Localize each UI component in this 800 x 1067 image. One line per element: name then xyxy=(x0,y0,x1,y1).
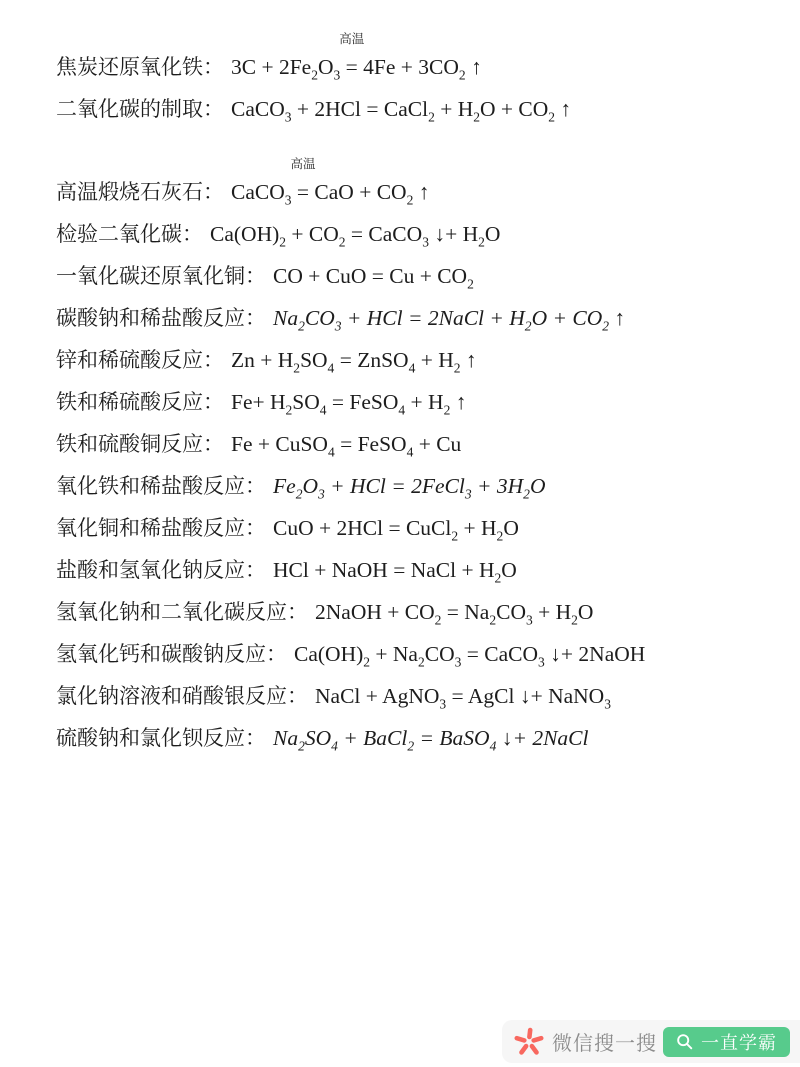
equals-with-condition: 高温 = xyxy=(290,156,316,204)
equation-name-label: 铁和稀硫酸反应： xyxy=(56,390,224,414)
search-account-button[interactable] xyxy=(663,1027,790,1057)
equation-name-label: 硫酸钠和氯化钡反应： xyxy=(56,726,266,750)
equation-formula: $Na_2CO_3$ + HCl = 2NaCl + $H_2O + CO_2$ ↑ xyxy=(273,306,626,334)
reaction-condition-label: 高温 xyxy=(339,31,365,46)
equation-row xyxy=(56,339,800,381)
search-icon xyxy=(676,1033,694,1051)
equation-row xyxy=(56,381,800,423)
subscript: 2 xyxy=(489,612,497,628)
equation-formula: HCl + NaOH = NaCl + $H_2O$ xyxy=(273,558,517,586)
subscript: 2 xyxy=(494,570,502,586)
subscript: 3 xyxy=(284,192,292,208)
subscript: 2 xyxy=(524,318,532,334)
equation-formula: $Ca(OH)_2 + Na_2CO_3$ = CaCO$_3$ ↓+ 2NaOH xyxy=(294,642,646,670)
equation-formula: $Fe_2O_3$ + HCl = 2FeCl$_3$ + $3H_2O$ xyxy=(273,474,546,502)
subscript: 3 xyxy=(317,486,325,502)
equation-name-label: 氧化铁和稀盐酸反应： xyxy=(56,474,266,498)
equation-row xyxy=(56,156,800,213)
subscript: 2 xyxy=(453,360,461,376)
wechat-search-watermark xyxy=(502,1020,800,1063)
equation-row xyxy=(56,31,800,88)
subscript: 2 xyxy=(295,486,303,502)
equation-name-label: 锌和稀硫酸反应： xyxy=(56,348,224,372)
subscript: 3 xyxy=(525,612,533,628)
equation-row xyxy=(56,675,800,717)
subscript: 2 xyxy=(298,318,305,334)
subscript: 3 xyxy=(464,486,472,502)
subscript: 4 xyxy=(327,360,335,376)
equation-row xyxy=(56,549,800,591)
subscript: 4 xyxy=(398,402,406,418)
subscript: 3 xyxy=(334,318,342,334)
equation-name-label: 检验二氧化碳： xyxy=(56,222,203,246)
subscript: 2 xyxy=(602,318,609,334)
equation-name-label: 碳酸钠和稀盐酸反应： xyxy=(56,306,266,330)
subscript: 2 xyxy=(285,402,293,418)
equation-row xyxy=(56,633,800,675)
subscript: 2 xyxy=(478,234,485,250)
subscript: 4 xyxy=(331,738,338,754)
subscript: 2 xyxy=(279,234,287,250)
equation-row xyxy=(56,465,800,507)
equation-row xyxy=(56,213,800,255)
subscript: 2 xyxy=(428,109,435,125)
subscript: 2 xyxy=(298,738,305,754)
subscript: 2 xyxy=(406,192,414,208)
subscript: 4 xyxy=(489,738,497,754)
subscript: 2 xyxy=(571,612,578,628)
subscript: 2 xyxy=(417,654,425,670)
subscript: 2 xyxy=(523,486,530,502)
equation-name-label: 高温煅烧石灰石： xyxy=(56,180,224,204)
equation-name-label: 盐酸和氢氧化钠反应： xyxy=(56,558,266,582)
subscript: 2 xyxy=(467,276,474,292)
spark-strokes xyxy=(517,1030,541,1052)
equation-name-label: 氢氧化钙和碳酸钠反应： xyxy=(56,642,287,666)
equals-with-condition: 高温 = xyxy=(339,31,365,79)
equation-formula: CuO + 2HCl = CuCl$_2$ + $H_2O$ xyxy=(273,516,519,544)
equation-formula: NaCl + AgNO$_3$ = AgCl ↓+ NaNO$_3$ xyxy=(315,684,611,712)
equation-row xyxy=(56,88,800,130)
subscript: 2 xyxy=(496,528,504,544)
equation-row xyxy=(56,255,800,297)
subscript: 2 xyxy=(451,528,459,544)
equation-name-label: 氯化钠溶液和硝酸银反应： xyxy=(56,684,308,708)
subscript: 3 xyxy=(439,696,447,712)
subscript: 4 xyxy=(406,444,414,460)
subscript: 3 xyxy=(422,234,429,250)
subscript: 2 xyxy=(434,612,442,628)
subscript: 2 xyxy=(311,67,318,83)
equation-row xyxy=(56,297,800,339)
equation-formula: $Ca(OH)_2 + CO_2$ = CaCO$_3$ ↓+ $H_2O$ xyxy=(210,222,501,250)
subscript: 3 xyxy=(284,109,292,125)
equation-name-label: 铁和硫酸铜反应： xyxy=(56,432,224,456)
equation-formula: $Fe+ H_2SO_4$ = FeSO$_4$ + $H_2$ ↑ xyxy=(231,390,467,418)
equation-formula: Fe + CuSO$_4$ = FeSO$_4$ + Cu xyxy=(231,432,462,460)
subscript: 2 xyxy=(458,67,466,83)
equation-formula: CO + CuO = $Cu + CO_2$ xyxy=(273,264,474,292)
souyisou-spark-icon xyxy=(514,1027,544,1057)
equation-row xyxy=(56,717,800,759)
equation-formula: $3C + 2Fe_2O_3$ 高温 = $4Fe + 3CO_2$ ↑ xyxy=(231,55,482,79)
equation-name-label: 氢氧化钠和二氧化碳反应： xyxy=(56,600,308,624)
equation-row xyxy=(56,423,800,465)
subscript: 2 xyxy=(363,654,371,670)
subscript: 2 xyxy=(548,109,556,125)
equation-name-label: 焦炭还原氧化铁： xyxy=(56,55,224,79)
equation-name-label: 二氧化碳的制取： xyxy=(56,97,224,121)
wechat-search-prompt: 微信搜一搜 xyxy=(552,1033,657,1055)
equation-row xyxy=(56,591,800,633)
subscript: 2 xyxy=(407,738,415,754)
equation-formula: 2NaOH + $CO_2 = Na_2CO_3 + H_2O$ xyxy=(315,600,594,628)
subscript: 2 xyxy=(443,402,451,418)
subscript: 3 xyxy=(454,654,462,670)
search-account-label: 一直学霸 xyxy=(701,1032,777,1053)
equation-formula: CaCO$_3$ 高温 = CaO + $CO_2$ ↑ xyxy=(231,180,429,204)
subscript: 4 xyxy=(408,360,416,376)
equation-name-label: 氧化铜和稀盐酸反应： xyxy=(56,516,266,540)
subscript: 2 xyxy=(293,360,301,376)
subscript: 2 xyxy=(338,234,346,250)
subscript: 3 xyxy=(538,654,545,670)
equation-formula: $Na_2SO_4$ + BaCl$_2$ = BaSO$_4$ ↓+ 2NaCl xyxy=(273,726,589,754)
equation-formula: CaCO$_3$ + 2HCl = CaCl$_2$ + $H_2O + CO_2$ ↑ xyxy=(231,97,572,125)
reaction-condition-label: 高温 xyxy=(290,156,316,171)
subscript: 3 xyxy=(333,67,341,83)
equation-row xyxy=(56,507,800,549)
equation-formula: $Zn + H_2SO_4$ = ZnSO$_4$ + $H_2$ ↑ xyxy=(231,348,477,376)
subscript: 4 xyxy=(319,402,327,418)
subscript: 3 xyxy=(604,696,611,712)
subscript: 4 xyxy=(327,444,335,460)
subscript: 2 xyxy=(473,109,480,125)
equation-name-label: 一氧化碳还原氧化铜： xyxy=(56,264,266,288)
